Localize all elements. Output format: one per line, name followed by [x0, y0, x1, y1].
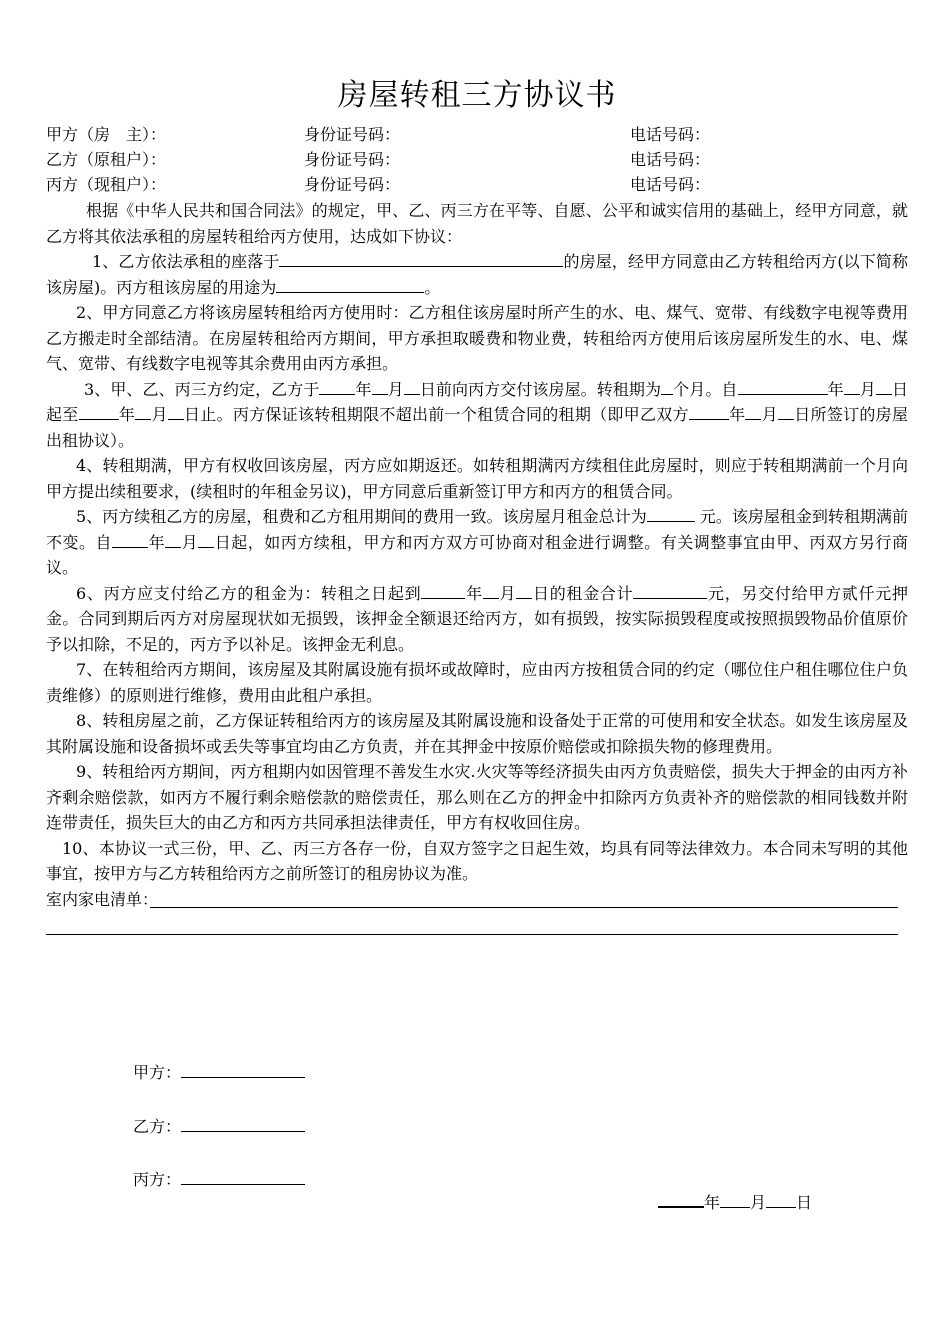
clause-text: 日止。丙方保证该转租期限不超出前一个租赁合同的租期（即甲乙双方	[183, 405, 689, 424]
blank	[168, 403, 184, 420]
blank	[79, 403, 119, 420]
phone-label: 电话号码：	[630, 125, 711, 144]
year-label: 年	[704, 1193, 721, 1212]
clause-text: 3、甲、乙、丙三方约定，乙方于	[84, 379, 320, 399]
clause-text: 年	[465, 583, 483, 603]
month-blank	[720, 1191, 750, 1208]
contract-page	[46, 70, 908, 939]
id-label: 身份证号码：	[304, 175, 401, 194]
blank	[165, 531, 181, 548]
blank	[404, 378, 420, 395]
blank	[372, 378, 388, 395]
clause-text: 年	[355, 379, 372, 399]
clause-8: 8、转租房屋之前，乙方保证转租给丙方的该房屋及其附属设施和设备处于正常的可使用和安全状态。如发生该房屋及其附属设施和设备损坏或丢失等事宜均由乙方负责，并在其押金中按原价赔偿或扣除损失物的修理费用。	[46, 711, 908, 756]
clause-text: 年	[728, 405, 746, 424]
party-row-landlord	[46, 122, 908, 147]
id-label: 身份证号码：	[304, 150, 401, 169]
clause-text: 。	[424, 277, 441, 297]
signature-party-a	[133, 1060, 305, 1083]
appliance-list-blank	[150, 887, 898, 908]
clause-5	[46, 504, 908, 581]
clause-1	[46, 249, 908, 300]
appliance-list-label: 室内家电清单：	[46, 889, 159, 909]
clause-text: 日起，如丙方续租，甲方和丙方双方可协商对租金进行调整。有关调整事宜由甲、丙双方另行商议。	[46, 532, 908, 577]
blank	[198, 531, 214, 548]
clause-text: 月	[761, 405, 778, 424]
clause-7: 7、在转租给丙方期间，该房屋及其附属设施有损坏或故障时，应由丙方按租赁合同的约定（哪位住户租住哪位住户负责维修）的原则进行维修，费用由此租户承担。	[46, 660, 908, 705]
blank	[844, 378, 860, 395]
clause-text: 日起至	[46, 379, 908, 424]
location-blank	[279, 250, 563, 267]
clause-text: 月	[859, 379, 876, 399]
party-row-current-tenant	[46, 172, 908, 197]
signature-blank	[181, 1168, 305, 1185]
clause-text: 月	[498, 583, 517, 603]
clause-text: 元。该房屋租金到转租期满前不变。自	[46, 507, 908, 552]
signature-party-b	[133, 1114, 305, 1137]
clause-9: 9、转租给丙方期间，丙方租期内如因管理不善发生水灾.火灾等等经济损失由丙方负责赔偿，损失大于押金的由丙方补齐剩余赔偿款，如丙方不履行剩余赔偿款的赔偿责任，那么则在乙方的押金中扣除丙方负责补齐的赔偿款的相同钱数并附连带责任，损失巨大的由乙方和丙方共同承担法律责任，甲方有权收回住房。	[46, 762, 908, 832]
document-title: 房屋转租三方协议书	[337, 78, 617, 113]
phone-label: 电话号码：	[630, 150, 711, 169]
party-role-label: 乙方（原租户）：	[46, 150, 167, 169]
total-rent-blank	[633, 582, 707, 599]
blank	[112, 531, 148, 548]
signature-blank	[181, 1061, 305, 1078]
blank	[483, 582, 499, 599]
blank	[689, 403, 729, 420]
usage-blank	[276, 276, 424, 293]
appliance-list-extra	[46, 913, 908, 939]
clause-text: 6、丙方应支付给乙方的租金为：转租之日起到	[76, 583, 422, 603]
clause-2: 2、甲方同意乙方将该房屋转租给丙方使用时：乙方租住该房屋时所产生的水、电、煤气、宽带、有线数字电视等费用乙方搬走时全部结清。在房屋转租给丙方期间，甲方承担取暖费和物业费，转租给丙方使用后该房屋所发生的水、电、煤气、宽带、有线数字电视等其余费用由丙方承担。	[46, 303, 908, 373]
blank	[421, 582, 465, 599]
signature-label: 乙方：	[133, 1117, 182, 1136]
signature-blank	[181, 1115, 305, 1132]
blank	[516, 582, 532, 599]
clause-text: 月	[181, 532, 199, 552]
blank	[745, 403, 761, 420]
clause-text: 的房屋，经甲方同意由乙方转租给丙方(以下简称该房屋)。丙方租该房屋的用途为	[46, 252, 908, 297]
clause-text: 日所签订的房屋出租协议）。	[46, 405, 908, 450]
clause-6	[46, 581, 908, 658]
clause-text: 月	[151, 405, 168, 424]
appliance-list	[46, 887, 908, 913]
clause-text: 元，另交付给甲方贰仟元押金。合同到期后丙方对房屋现状如无损毁，该押金全额退还给丙方，如有损毁，按实际损毁程度或按照损毁物品价值原价予以扣除，不足的，丙方予以补足。该押金无利息。	[46, 583, 908, 654]
clause-text: 月	[387, 379, 404, 399]
blank	[661, 378, 673, 395]
phone-label: 电话号码：	[630, 175, 711, 194]
appliance-list-blank-line	[46, 913, 898, 935]
month-label: 月	[750, 1193, 767, 1212]
clause-text: 年	[148, 532, 166, 552]
blank	[738, 378, 772, 395]
intro-paragraph: 根据《中华人民共和国合同法》的规定，甲、乙、丙三方在平等、自愿、公平和诚实信用的基础上，经甲方同意，就乙方将其依法承租的房屋转租给丙方使用，达成如下协议：	[46, 201, 908, 246]
day-blank	[766, 1191, 796, 1208]
party-role-label: 丙方（现租户）：	[46, 175, 167, 194]
blank	[772, 378, 828, 395]
clause-text: 个月。自	[673, 379, 738, 399]
rent-blank	[647, 505, 695, 522]
clause-text: 日前向丙方交付该房屋。转租期为	[419, 379, 662, 399]
blank	[778, 403, 794, 420]
signature-label: 丙方：	[133, 1170, 182, 1189]
party-role-label: 甲方（房 主）：	[46, 125, 167, 144]
clause-3	[46, 377, 908, 454]
id-label: 身份证号码：	[304, 125, 401, 144]
party-row-original-tenant	[46, 147, 908, 172]
blank	[876, 378, 892, 395]
clause-10: 10、本协议一式三份，甲、乙、丙三方各存一份，自双方签字之日起生效，均具有同等法律效力。本合同未写明的其他事宜，按甲方与乙方转租给丙方之前所签订的租房协议为准。	[46, 838, 908, 883]
signature-label: 甲方：	[133, 1063, 182, 1082]
year-blank	[658, 1190, 704, 1208]
clause-text: 1、乙方依法承租的座落于	[92, 252, 280, 271]
clause-text: 5、丙方续租乙方的房屋，租费和乙方租用期间的费用一致。该房屋月租金总计为	[76, 507, 647, 526]
signature-party-c	[133, 1167, 305, 1190]
clause-text: 年	[118, 405, 136, 424]
signing-date	[658, 1190, 812, 1213]
clause-4: 4、转租期满，甲方有权收回该房屋，丙方应如期返还。如转租期满丙方续租住此房屋时，则应于转租期满前一个月向甲方提出续租要求，(续租时的年租金另议)，甲方同意后重新签订甲方和丙方的租赁合同。	[46, 456, 908, 501]
clause-text: 年	[827, 379, 844, 399]
blank	[319, 378, 355, 395]
day-label: 日	[796, 1193, 813, 1212]
clause-text: 日的租金合计	[532, 583, 634, 603]
blank	[135, 403, 151, 420]
